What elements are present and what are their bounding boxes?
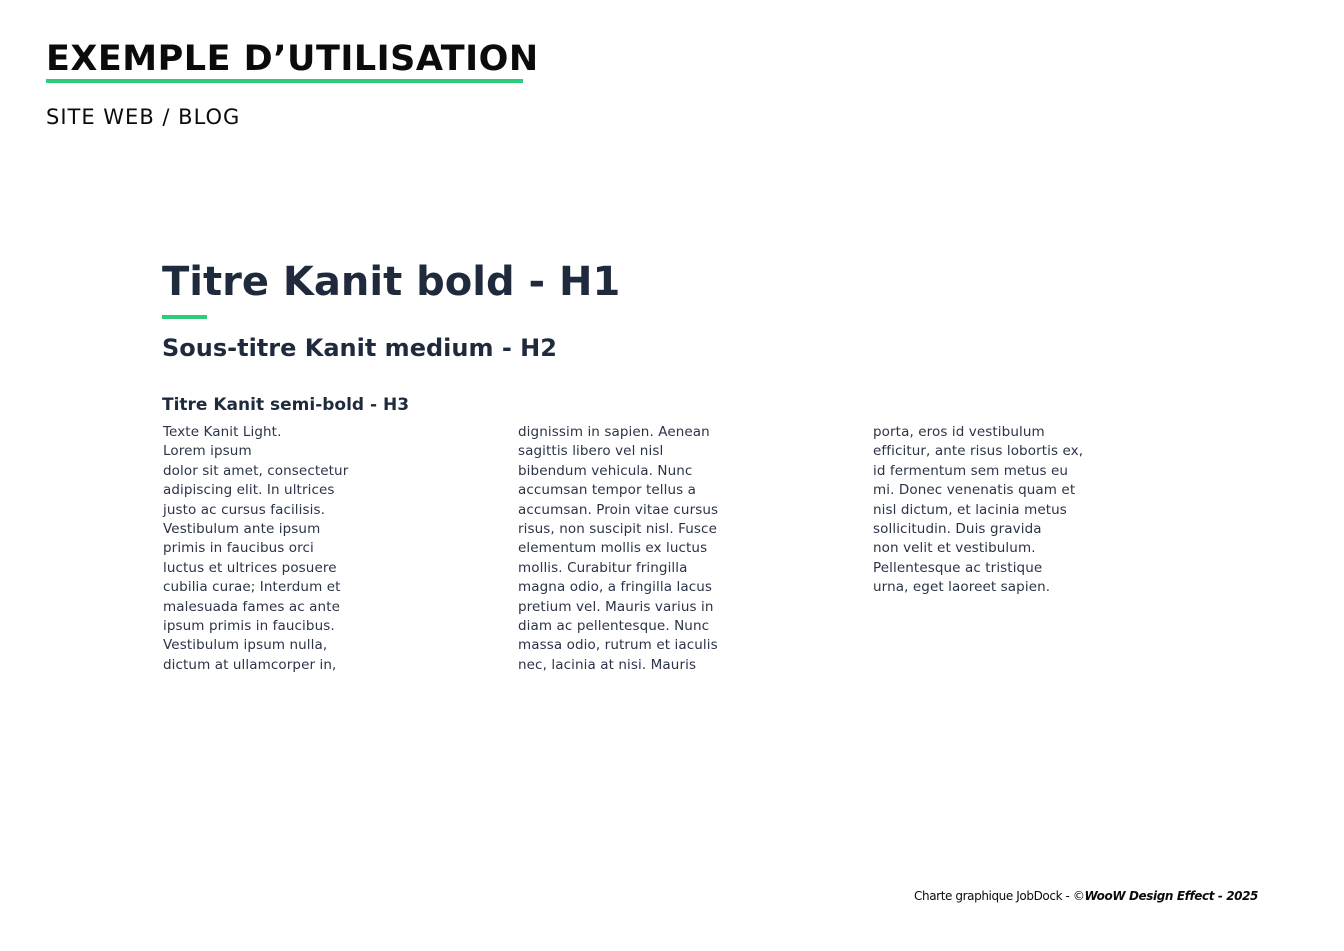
body-text-line: bibendum vehicula. Nunc (518, 462, 693, 479)
title-underline (46, 79, 523, 83)
body-text-line: mi. Donec venenatis quam et (873, 482, 1076, 499)
body-text-line: dolor sit amet, consectetur (163, 462, 349, 479)
h1-sample-heading: Titre Kanit bold - H1 (162, 259, 621, 305)
body-text-line: Vestibulum ante ipsum (163, 521, 321, 538)
body-text-line: Lorem ipsum (163, 443, 252, 460)
page-title: EXEMPLE D’UTILISATION (46, 39, 539, 79)
body-text-line: sagittis libero vel nisl (518, 443, 664, 460)
body-text-line: accumsan. Proin vitae cursus (518, 501, 719, 518)
body-text-line: Vestibulum ipsum nulla, (163, 637, 328, 654)
body-text-line: risus, non suscipit nisl. Fusce (518, 521, 717, 538)
body-text-line: pretium vel. Mauris varius in (518, 598, 714, 615)
h2-sample-heading: Sous-titre Kanit medium - H2 (162, 334, 557, 362)
body-text-line: adipiscing elit. In ultrices (163, 482, 335, 499)
body-text-line: magna odio, a fringilla lacus (518, 579, 713, 596)
body-text-line: primis in faucibus orci (163, 540, 314, 557)
body-text-line: mollis. Curabitur fringilla (518, 559, 688, 576)
page-subtitle: SITE WEB / BLOG (46, 105, 241, 129)
body-text-line: accumsan tempor tellus a (518, 482, 697, 499)
h3-sample-heading: Titre Kanit semi-bold - H3 (162, 395, 410, 415)
body-text-line: sollicitudin. Duis gravida (873, 521, 1042, 538)
body-text-line: elementum mollis ex luctus (518, 540, 708, 557)
body-text-line: justo ac cursus facilisis. (163, 501, 326, 518)
body-text-line: id fermentum sem metus eu (873, 462, 1069, 479)
h1-accent-bar (162, 315, 207, 319)
body-text-column-3 (873, 423, 1193, 598)
body-text-line: luctus et ultrices posuere (163, 559, 337, 576)
body-text-line: ipsum primis in faucibus. (163, 618, 335, 635)
body-text-line: nisl dictum, et lacinia metus (873, 501, 1067, 518)
body-text-line: non velit et vestibulum. (873, 540, 1036, 557)
body-text-column-1 (163, 423, 483, 675)
footer-text: Charte graphique JobDock - © (914, 889, 1085, 903)
body-text-line: dictum at ullamcorper in, (163, 656, 337, 673)
body-text-line: urna, eget laoreet sapien. (873, 579, 1051, 596)
body-text-column-2 (518, 423, 838, 675)
body-text-line: massa odio, rutrum et iaculis (518, 637, 718, 654)
footer-credit (914, 889, 1258, 903)
body-text-line: diam ac pellentesque. Nunc (518, 618, 710, 635)
body-text-line: dignissim in sapien. Aenean (518, 424, 710, 440)
body-text-line: Texte Kanit Light. (163, 424, 282, 440)
body-text-line: nec, lacinia at nisi. Mauris (518, 656, 697, 673)
footer-brand: WooW Design Effect - 2025 (1084, 889, 1258, 903)
body-text-line: Pellentesque ac tristique (873, 559, 1043, 576)
body-text-line: porta, eros id vestibulum (873, 424, 1045, 440)
body-text-line: cubilia curae; Interdum et (163, 579, 341, 596)
body-text-line: efficitur, ante risus lobortis ex, (873, 443, 1084, 460)
body-text-line: malesuada fames ac ante (163, 598, 340, 615)
